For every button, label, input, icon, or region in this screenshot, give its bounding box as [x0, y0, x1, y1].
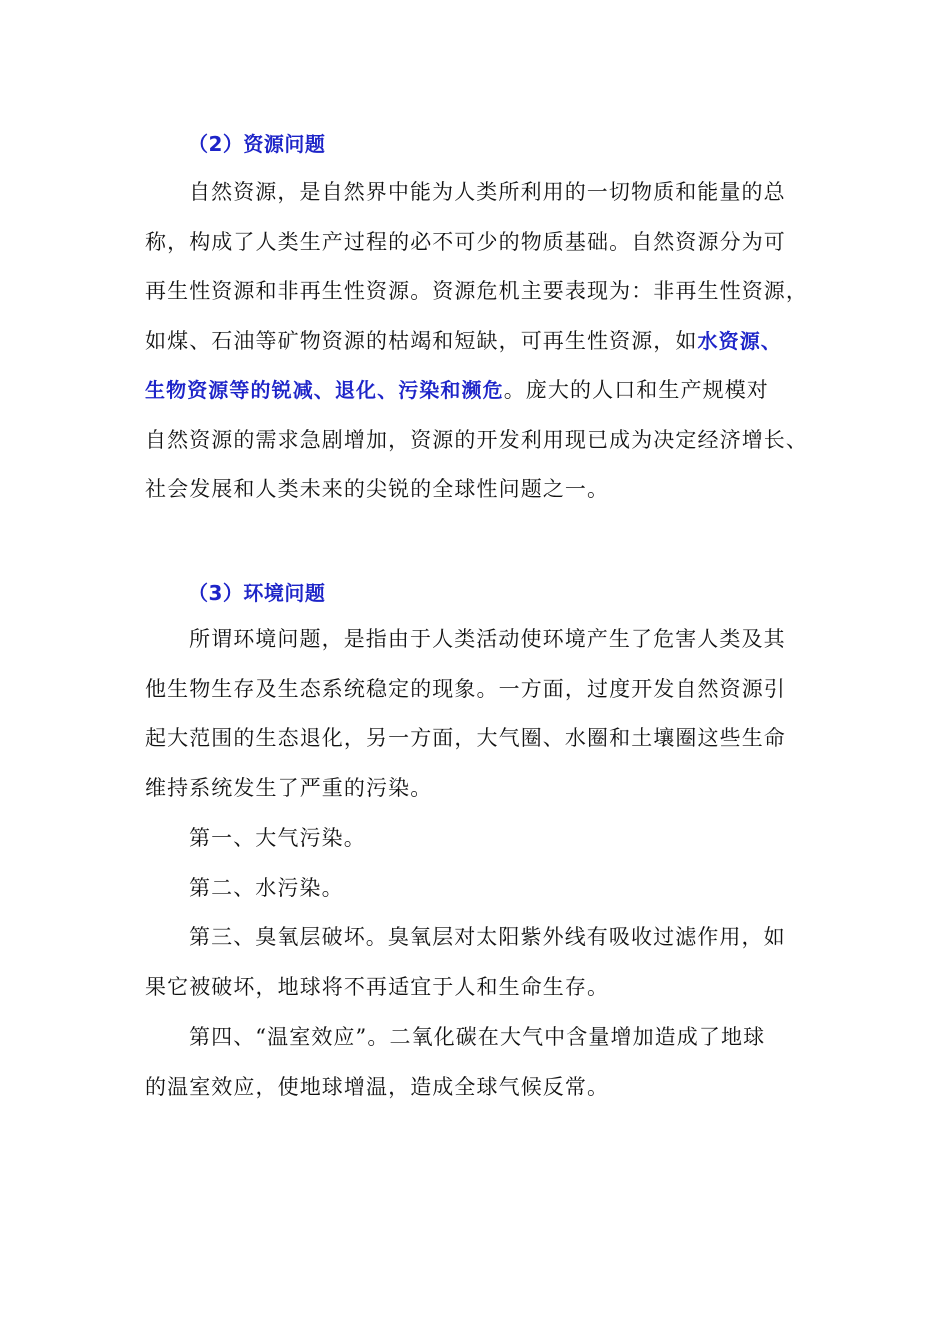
paragraph-line: 维持系统发生了严重的污染。	[145, 775, 433, 800]
paragraph-line: 果它被破坏，地球将不再适宜于人和生命生存。	[145, 974, 610, 999]
list-item-ozone	[145, 913, 825, 1012]
section-heading-resources: （2）资源问题	[188, 132, 326, 156]
resources-paragraph	[145, 168, 825, 515]
environment-paragraph	[145, 615, 825, 813]
paragraph-line: 的温室效应，使地球增温，造成全球气候反常。	[145, 1074, 610, 1099]
paragraph-line: 第三、臭氧层破坏。臭氧层对太阳紫外线有吸收过滤作用，如	[189, 925, 786, 949]
highlighted-text: 生物资源等的锐减、退化、污染和濒危	[145, 378, 504, 402]
paragraph-line: 起大范围的生态退化，另一方面，大气圈、水圈和土壤圈这些生命	[145, 726, 786, 750]
list-item-text: 第一、大气污染。	[189, 826, 366, 850]
highlighted-text: 水资源、	[697, 328, 782, 353]
paragraph-line	[145, 366, 825, 416]
paragraph-line: 所谓环境问题，是指由于人类活动使环境产生了危害人类及其	[189, 627, 786, 651]
paragraph-text: 。庞大的人口和生产规模对	[503, 378, 769, 402]
list-item-text: 第二、水污染。	[189, 876, 344, 900]
paragraph-line: 自然资源的需求急剧增加，资源的开发利用现已成为决定经济增长、	[145, 427, 808, 452]
paragraph-line: 第四、“温室效应”。二氧化碳在大气中含量增加造成了地球	[189, 1025, 766, 1049]
paragraph-line: 自然资源，是自然界中能为人类所利用的一切物质和能量的总	[189, 180, 786, 204]
paragraph-line: 再生性资源和非再生性资源。资源危机主要表现为：非再生性资源，	[145, 279, 808, 303]
list-item-air-pollution	[145, 814, 825, 864]
paragraph-line	[145, 317, 825, 367]
paragraph-line: 社会发展和人类未来的尖锐的全球性问题之一。	[145, 477, 610, 501]
paragraph-text: 如煤、石油等矿物资源的枯竭和短缺，可再生性资源，如	[145, 328, 698, 353]
section-heading-environment: （3）环境问题	[188, 581, 326, 605]
list-item-water-pollution	[145, 864, 825, 914]
paragraph-line: 称，构成了人类生产过程的必不可少的物质基础。自然资源分为可	[145, 229, 786, 254]
list-item-greenhouse	[145, 1013, 825, 1112]
paragraph-line: 他生物生存及生态系统稳定的现象。一方面，过度开发自然资源引	[145, 676, 786, 701]
